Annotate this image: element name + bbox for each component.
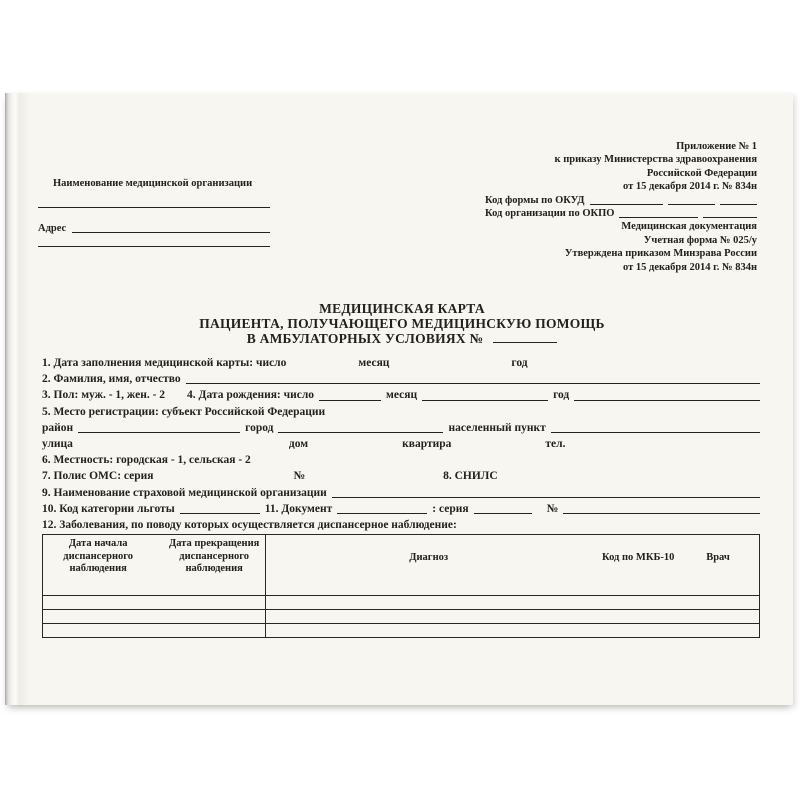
district-blank bbox=[78, 420, 240, 433]
table-row bbox=[43, 596, 759, 610]
field-12-row bbox=[42, 517, 760, 533]
birth-year-blank bbox=[574, 387, 760, 400]
col-icd10-code: Код по МКБ-10 bbox=[602, 551, 675, 563]
col-doctor: Врач bbox=[706, 551, 730, 563]
address-blank-2 bbox=[38, 246, 270, 247]
locality-label: 6. Местность: городская - 1, сельская - 2 bbox=[42, 454, 251, 467]
settlement-blank bbox=[551, 420, 760, 433]
house-label: дом bbox=[288, 437, 309, 450]
full-name-label: 2. Фамилия, имя, отчество bbox=[42, 373, 181, 386]
field-1-row bbox=[42, 355, 760, 371]
appendix-line-1: Приложение № 1 bbox=[676, 141, 757, 152]
insurance-org-label: 9. Наименование страховой медицинской организации bbox=[42, 486, 327, 499]
address-label: Адрес bbox=[38, 223, 67, 234]
okud-blank bbox=[720, 194, 757, 205]
sex-label: 3. Пол: муж. - 1, жен. - 2 bbox=[42, 389, 166, 402]
oms-policy-label: 7. Полис ОМС: серия bbox=[42, 470, 154, 483]
benefit-code-blank bbox=[180, 501, 260, 514]
col-start-date: Дата начала диспансерного наблюдения bbox=[63, 538, 134, 574]
city-blank bbox=[278, 420, 443, 433]
field-9-row bbox=[42, 485, 760, 501]
birth-month-label: месяц bbox=[386, 389, 418, 402]
field-10-11-row bbox=[42, 501, 760, 517]
city-label: город bbox=[245, 421, 274, 434]
insurance-org-blank bbox=[332, 485, 760, 498]
birth-date-label: 4. Дата рождения: число bbox=[187, 389, 315, 402]
street-label: улица bbox=[42, 437, 73, 450]
col-diagnosis: Диагноз bbox=[409, 551, 449, 563]
doc-info-line-1: Медицинская документация bbox=[621, 221, 757, 233]
fill-date-label: 1. Дата заполнения медицинской карты: число bbox=[42, 357, 287, 369]
organization-name-blank bbox=[38, 207, 270, 208]
okud-label: Код формы по ОКУД bbox=[485, 194, 585, 206]
okud-blank bbox=[590, 194, 664, 205]
field-2-row bbox=[42, 371, 760, 387]
form-title-line-3-text: В АМБУЛАТОРНЫХ УСЛОВИЯХ № bbox=[246, 331, 484, 347]
appendix-line-3: Российской Федерации bbox=[646, 167, 757, 179]
oms-number-label: № bbox=[293, 470, 306, 483]
form-fields bbox=[42, 355, 760, 533]
book-spine bbox=[5, 93, 30, 705]
apartment-label: квартира bbox=[402, 437, 452, 450]
document-number-label: № bbox=[546, 502, 559, 515]
phone-label: тел. bbox=[545, 437, 566, 450]
field-7-8-row bbox=[42, 468, 760, 484]
form-title-line-3 bbox=[42, 331, 762, 346]
doc-info-line-4: от 15 декабря 2014 г. № 834н bbox=[623, 261, 757, 273]
fill-year-label: год bbox=[511, 357, 528, 369]
medical-card-page bbox=[5, 93, 793, 705]
document-series-label: : серия bbox=[432, 502, 469, 515]
birth-month-blank bbox=[422, 387, 548, 400]
fill-month-label: месяц bbox=[358, 357, 390, 369]
appendix-line-4: от 15 декабря 2014 г. № 834н bbox=[623, 181, 757, 193]
document-series-blank bbox=[474, 501, 532, 514]
table-row bbox=[43, 610, 759, 624]
document-blank bbox=[337, 501, 427, 514]
appendix-block bbox=[465, 140, 757, 274]
okud-row bbox=[485, 194, 757, 207]
form-title-line-1: МЕДИЦИНСКАЯ КАРТА bbox=[319, 301, 485, 316]
form-title bbox=[42, 301, 762, 347]
card-number-blank bbox=[493, 331, 557, 343]
field-6-row bbox=[42, 452, 760, 468]
dispensary-table bbox=[42, 534, 760, 638]
organization-name-label: Наименование медицинской организации bbox=[53, 178, 253, 189]
birth-day-blank bbox=[319, 387, 381, 400]
okpo-blank bbox=[703, 207, 757, 218]
registration-label: 5. Место регистрации: субъект Российской Федерации bbox=[42, 405, 326, 418]
okud-blank bbox=[668, 194, 715, 205]
field-5-address-row-2 bbox=[42, 436, 760, 452]
district-label: район bbox=[42, 421, 74, 434]
document-label: 11. Документ bbox=[264, 502, 333, 515]
table-row bbox=[43, 624, 759, 637]
okpo-label: Код организации по ОКПО bbox=[485, 208, 615, 220]
col-end-date: Дата прекращения диспансерного наблюдения bbox=[168, 538, 260, 574]
snils-label: 8. СНИЛС bbox=[443, 470, 498, 483]
birth-year-label: год bbox=[553, 389, 570, 402]
settlement-label: населенный пункт bbox=[448, 421, 546, 434]
okpo-blank bbox=[619, 207, 698, 218]
field-5-address-row-1 bbox=[42, 420, 760, 436]
document-number-blank bbox=[563, 501, 760, 514]
organization-block bbox=[38, 177, 270, 247]
dispensary-table-header bbox=[43, 535, 759, 596]
field-5-row bbox=[42, 404, 760, 420]
benefit-code-label: 10. Код категории льготы bbox=[42, 502, 175, 515]
doc-info-line-2: Учетная форма № 025/у bbox=[643, 234, 757, 246]
address-blank bbox=[72, 222, 270, 233]
full-name-blank bbox=[186, 371, 760, 384]
dispensary-diseases-label: 12. Заболевания, по поводу которых осуществляется диспансерное наблюдение: bbox=[42, 518, 457, 531]
doc-info-line-3: Утверждена приказом Минзрава России bbox=[564, 248, 757, 260]
form-title-line-2: ПАЦИЕНТА, ПОЛУЧАЮЩЕГО МЕДИЦИНСКУЮ ПОМОЩЬ bbox=[199, 316, 605, 332]
okpo-row bbox=[485, 207, 757, 220]
field-3-4-row bbox=[42, 387, 760, 403]
appendix-line-2: к приказу Министерства здравоохранения bbox=[554, 154, 757, 166]
